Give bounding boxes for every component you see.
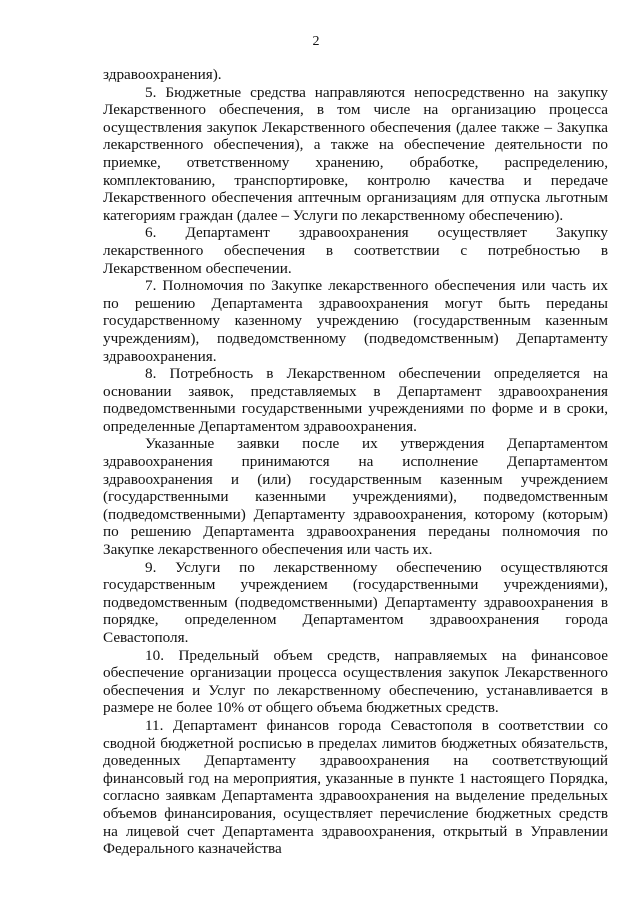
paragraph-item-9: 9. Услуги по лекарственному обеспечению осуществляются государственным учреждением (государственными учреждениями), подведомственным (подведомственными) Департаменту здравоохранения в порядке, определенном Департаментом здравоохранения города Севастополя. [103, 558, 608, 646]
paragraph-item-8: 8. Потребность в Лекарственном обеспечении определяется на основании заявок, представляемых в Департамент здравоохранения подведомственными государственными учреждениями по форме и в сроки, определенные Департаментом здравоохранения. [103, 365, 608, 435]
paragraph-item-8-continued: Указанные заявки после их утверждения Департаментом здравоохранения принимаются на исполнение Департаментом здравоохранения и (или) государственным казенным учреждением (государственными казенными учреждениями), подведомственным (подведомственными) Департаменту здравоохранения, которому (которым) по решению Департамента здравоохранения переданы полномочия по Закупке лекарственного обеспечения или часть их. [103, 435, 608, 559]
paragraph-item-5: 5. Бюджетные средства направляются непосредственно на закупку Лекарственного обеспечения, в том числе на организацию процесса осуществления закупок Лекарственного обеспечения (далее также – Закупка лекарственного обеспечения), а также на обеспечение деятельности по приемке, ответственному хранению, обработке, распределению, комплектованию, транспортировке, контролю качества и передаче Лекарственного обеспечения аптечным организациям для отпуска льготным категориям граждан (далее – Услуги по лекарственному обеспечению). [103, 83, 608, 224]
paragraph-continuation: здравоохранения). [103, 66, 222, 83]
page-number: 2 [312, 34, 320, 49]
paragraph-item-11: 11. Департамент финансов города Севастополя в соответствии со сводной бюджетной росписью в пределах лимитов бюджетных обязательств, доведенных Департаменту здравоохранения на соответствующий финансовый год на мероприятия, указанные в пункте 1 настоящего Порядка, согласно заявкам Департамента здравоохранения на выделение предельных объемов финансирования, осуществляет перечисление бюджетных средств на лицевой счет Департамента здравоохранения, открытый в Управлении Федерального казначейства [103, 716, 608, 858]
paragraph-item-6: 6. Департамент здравоохранения осуществляет Закупку лекарственного обеспечения в соответствии с потребностью в Лекарственном обеспечении. [103, 224, 608, 277]
document-body [103, 66, 608, 858]
paragraph-item-7: 7. Полномочия по Закупке лекарственного обеспечения или часть их по решению Департамента здравоохранения могут быть переданы государственному казенному учреждению (государственным казенным учреждениям), подведомственному (подведомственным) Департаменту здравоохранения. [103, 277, 608, 365]
paragraph-item-10: 10. Предельный объем средств, направляемых на финансовое обеспечение организации процесса осуществления закупок Лекарственного обеспечения и Услуг по лекарственному обеспечению, устанавливается в размере не более 10% от общего объема бюджетных средств. [103, 646, 608, 717]
